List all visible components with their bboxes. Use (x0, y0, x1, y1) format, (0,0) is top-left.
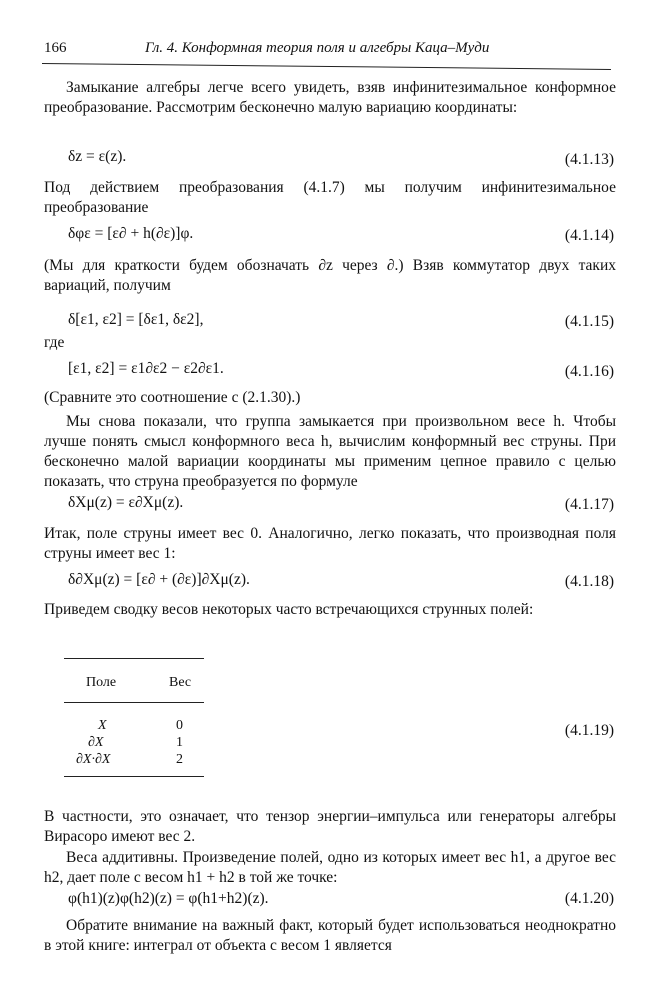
paragraph-2: Под действием преобразования (4.1.7) мы получим инфинитезимальное преобразование (44, 179, 616, 216)
equation-number-4-1-20: (4.1.20) (564, 890, 614, 907)
equation-4-1-17: δXμ(z) = ε∂Xμ(z). (68, 494, 184, 511)
table-cell-field: ∂X (88, 735, 104, 750)
paragraph-3: (Мы для краткости будем обозначать ∂z через ∂.) Взяв коммутатор двух таких вариаций, получим (44, 257, 616, 294)
equation-number-4-1-13: (4.1.13) (564, 151, 614, 168)
paragraph-1: Замыкание алгебры легче всего увидеть, взяв инфинитезимальное конформное преобразование. Рассмотрим бесконечно малую вариацию координаты: (44, 79, 616, 116)
paragraph-10: Веса аддитивны. Произведение полей, одно из которых имеет вес h1, а другое вес h2, дает поле с весом h1 + h2 в той же точке: (44, 849, 616, 886)
equation-number-4-1-18: (4.1.18) (564, 573, 614, 590)
table-cell-weight: 1 (176, 735, 183, 750)
table-header-weight: Вес (169, 675, 192, 690)
paragraph-6: Мы снова показали, что группа замыкается при произвольном весе h. Чтобы лучше понять смысл конформного веса h, вычислим конформный вес струны. При бесконечно малой вариации координаты мы применим цепное правило с целью показать, что струна преобразуется по формуле (44, 413, 616, 490)
paragraph-8: Приведем сводку весов некоторых часто встречающихся струнных полей: (44, 601, 534, 618)
equation-number-4-1-17: (4.1.17) (564, 496, 614, 513)
equation-number-4-1-16: (4.1.16) (564, 363, 614, 380)
paragraph-5: (Сравните это соотношение с (2.1.30).) (44, 389, 301, 406)
equation-number-4-1-15: (4.1.15) (564, 313, 614, 330)
equation-4-1-15: δ[ε1, ε2] = [δε1, δε2], (68, 311, 204, 328)
table-cell-field: X (98, 718, 107, 733)
equation-4-1-16: [ε1, ε2] = ε1∂ε2 − ε2∂ε1. (68, 360, 224, 377)
table-top-rule (64, 658, 204, 659)
paragraph-7: Итак, поле струны имеет вес 0. Аналогично, легко показать, что производная поля струны имеет вес 1: (44, 525, 616, 562)
table-cell-field: ∂X·∂X (76, 752, 111, 767)
equation-4-1-13: δz = ε(z). (68, 148, 127, 165)
paragraph-4: где (44, 334, 65, 351)
table-header-field: Поле (86, 675, 117, 690)
equation-number-4-1-14: (4.1.14) (564, 227, 614, 244)
table-mid-rule (64, 702, 204, 703)
equation-4-1-18: δ∂Xμ(z) = [ε∂ + (∂ε)]∂Xμ(z). (68, 571, 250, 588)
table-cell-weight: 0 (176, 718, 183, 733)
page-number: 166 (44, 40, 67, 56)
table-bottom-rule (64, 776, 204, 777)
paragraph-11: Обратите внимание на важный факт, который будет использоваться неоднократно в этой книге: интеграл от объекта с весом 1 является (44, 917, 616, 954)
header-rule (42, 63, 611, 70)
equation-4-1-20: φ(h1)(z)φ(h2)(z) = φ(h1+h2)(z). (68, 890, 269, 907)
running-title: Гл. 4. Конформная теория поля и алгебры Каца–Муди (145, 40, 490, 56)
equation-number-4-1-19: (4.1.19) (564, 722, 614, 739)
equation-4-1-14: δφε = [ε∂ + h(∂ε)]φ. (68, 225, 194, 242)
table-cell-weight: 2 (176, 752, 183, 767)
paragraph-9: В частности, это означает, что тензор энергии–импульса или генераторы алгебры Вирасоро имеют вес 2. (44, 808, 616, 845)
